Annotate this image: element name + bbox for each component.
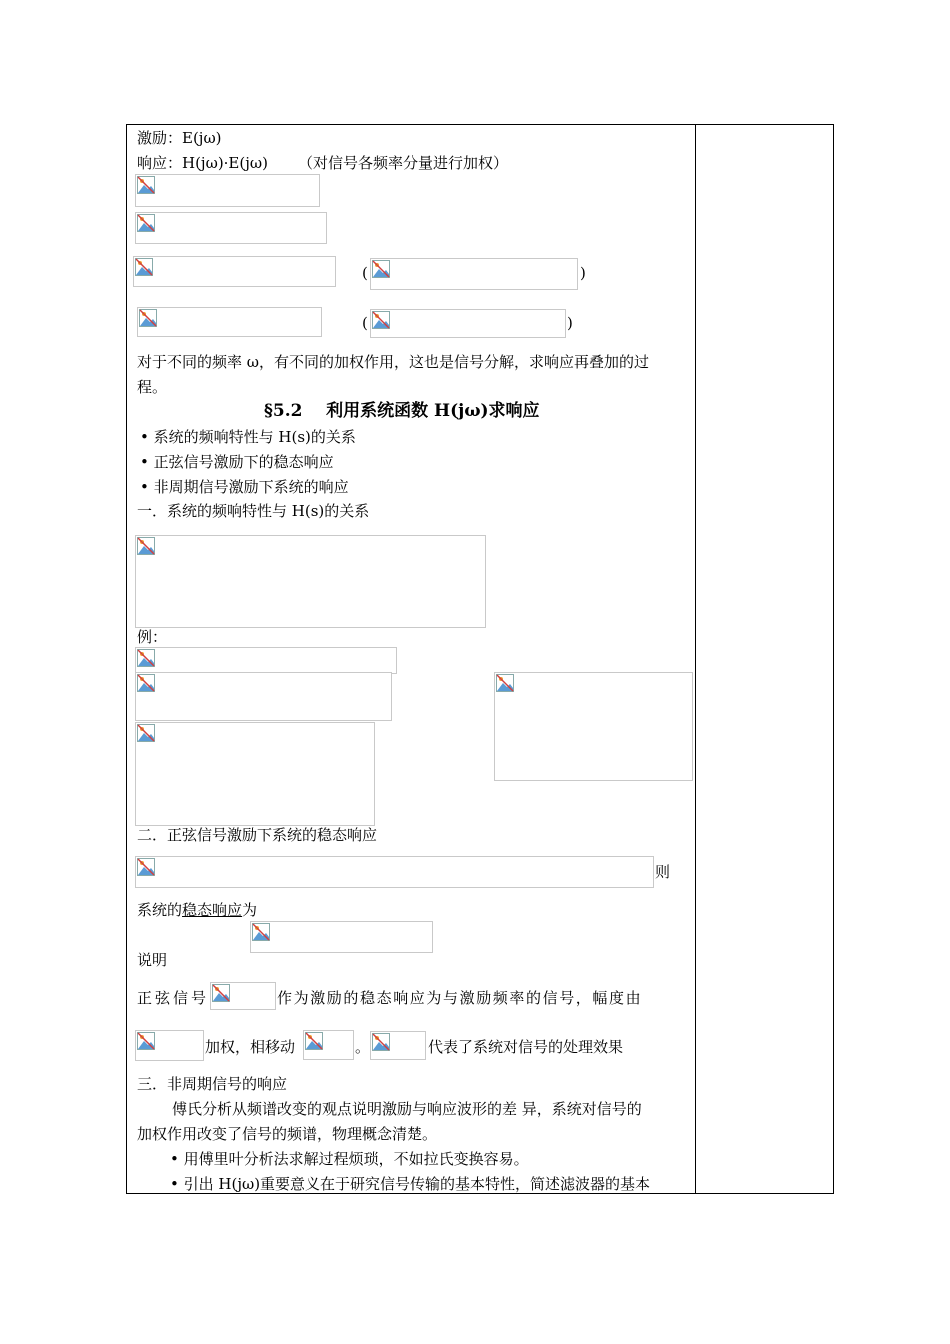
broken-image-icon <box>212 984 230 1002</box>
formula-image-2 <box>135 212 327 244</box>
example-label: 例： <box>137 628 168 646</box>
frequency-response-image <box>135 535 486 628</box>
broken-image-icon <box>372 260 390 278</box>
bullet-3: • 非周期信号激励下系统的响应 <box>140 478 349 496</box>
response-note: （对信号各频率分量进行加权） <box>298 154 509 172</box>
sine-signal-image <box>210 982 276 1010</box>
bullet-2: • 正弦信号激励下的稳态响应 <box>140 453 334 471</box>
steady-state-formula-image <box>135 856 654 888</box>
paren-open-1: ( <box>362 264 368 282</box>
broken-image-icon <box>372 1033 390 1051</box>
part2-title: 二．正弦信号激励下系统的稳态响应 <box>137 826 378 844</box>
formula-image-3 <box>133 256 336 287</box>
broken-image-icon <box>252 923 270 941</box>
phase-image <box>303 1030 354 1060</box>
paren-close-2: ) <box>567 314 573 332</box>
steady-prefix: 系统的 <box>137 901 183 919</box>
example-image-3 <box>135 722 375 826</box>
broken-image-icon <box>139 309 157 327</box>
broken-image-icon <box>496 674 514 692</box>
broken-image-icon <box>137 674 155 692</box>
bullet-4: • 用傅里叶分析法求解过程烦琐，不如拉氏变换容易。 <box>170 1150 529 1168</box>
explain-label: 说明 <box>137 951 168 969</box>
formula-image-5 <box>137 307 322 337</box>
steady-suffix: 为 <box>242 901 258 919</box>
system-function-image <box>370 1031 426 1060</box>
broken-image-icon <box>135 258 153 276</box>
sine-signal-description: 作为激励的稳态响应为与激励频率的信号，幅度由 <box>277 989 643 1007</box>
column-divider <box>695 125 696 1193</box>
broken-image-icon <box>137 176 155 194</box>
example-image-2 <box>135 672 392 721</box>
section-heading: §5.2 利用系统函数 H(jω)求响应 <box>264 401 540 421</box>
part3-title: 三．非周期信号的响应 <box>137 1075 288 1093</box>
amplitude-image <box>135 1030 204 1061</box>
fourier-text-2: 加权作用改变了信号的频谱，物理概念清楚。 <box>137 1125 438 1143</box>
steady-response-image <box>250 921 433 953</box>
broken-image-icon <box>305 1032 323 1050</box>
weighting-text-2: 程。 <box>137 378 168 396</box>
fourier-text-1: 傅氏分析从频谱改变的观点说明激励与响应波形的差 异，系统对信号的 <box>172 1100 642 1118</box>
broken-image-icon <box>137 537 155 555</box>
then-label: 则 <box>655 863 671 881</box>
broken-image-icon <box>137 214 155 232</box>
formula-image-1 <box>135 174 320 207</box>
bullet-5: • 引出 H(jω)重要意义在于研究信号传输的基本特性，简述滤波器的基本 <box>170 1175 651 1193</box>
formula-image-6 <box>370 309 566 338</box>
weight-text-b: 。 <box>355 1038 371 1056</box>
paren-open-2: ( <box>362 314 368 332</box>
bullet-1: • 系统的频响特性与 H(s)的关系 <box>140 428 356 446</box>
broken-image-icon <box>137 858 155 876</box>
weight-text-c: 代表了系统对信号的处理效果 <box>428 1038 624 1056</box>
broken-image-icon <box>372 311 390 329</box>
weight-text-a: 加权，相移动 <box>205 1038 296 1056</box>
weighting-text-1: 对于不同的频率 ω，有不同的加权作用，这也是信号分解，求响应再叠加的过 <box>137 353 650 371</box>
broken-image-icon <box>137 1032 155 1050</box>
example-diagram-image <box>494 672 693 781</box>
steady-response-line <box>137 900 257 920</box>
example-image-1 <box>135 647 397 674</box>
broken-image-icon <box>137 724 155 742</box>
excitation-line: 激励：E(jω) <box>137 129 222 147</box>
response-line: 响应：H(jω)·E(jω) <box>137 154 268 172</box>
part1-title: 一．系统的频响特性与 H(s)的关系 <box>137 502 370 520</box>
sine-signal-label: 正弦信号 <box>137 989 210 1007</box>
formula-image-4 <box>370 258 578 290</box>
steady-term: 稳态响应 <box>182 901 243 919</box>
broken-image-icon <box>137 649 155 667</box>
paren-close-1: ) <box>580 264 586 282</box>
